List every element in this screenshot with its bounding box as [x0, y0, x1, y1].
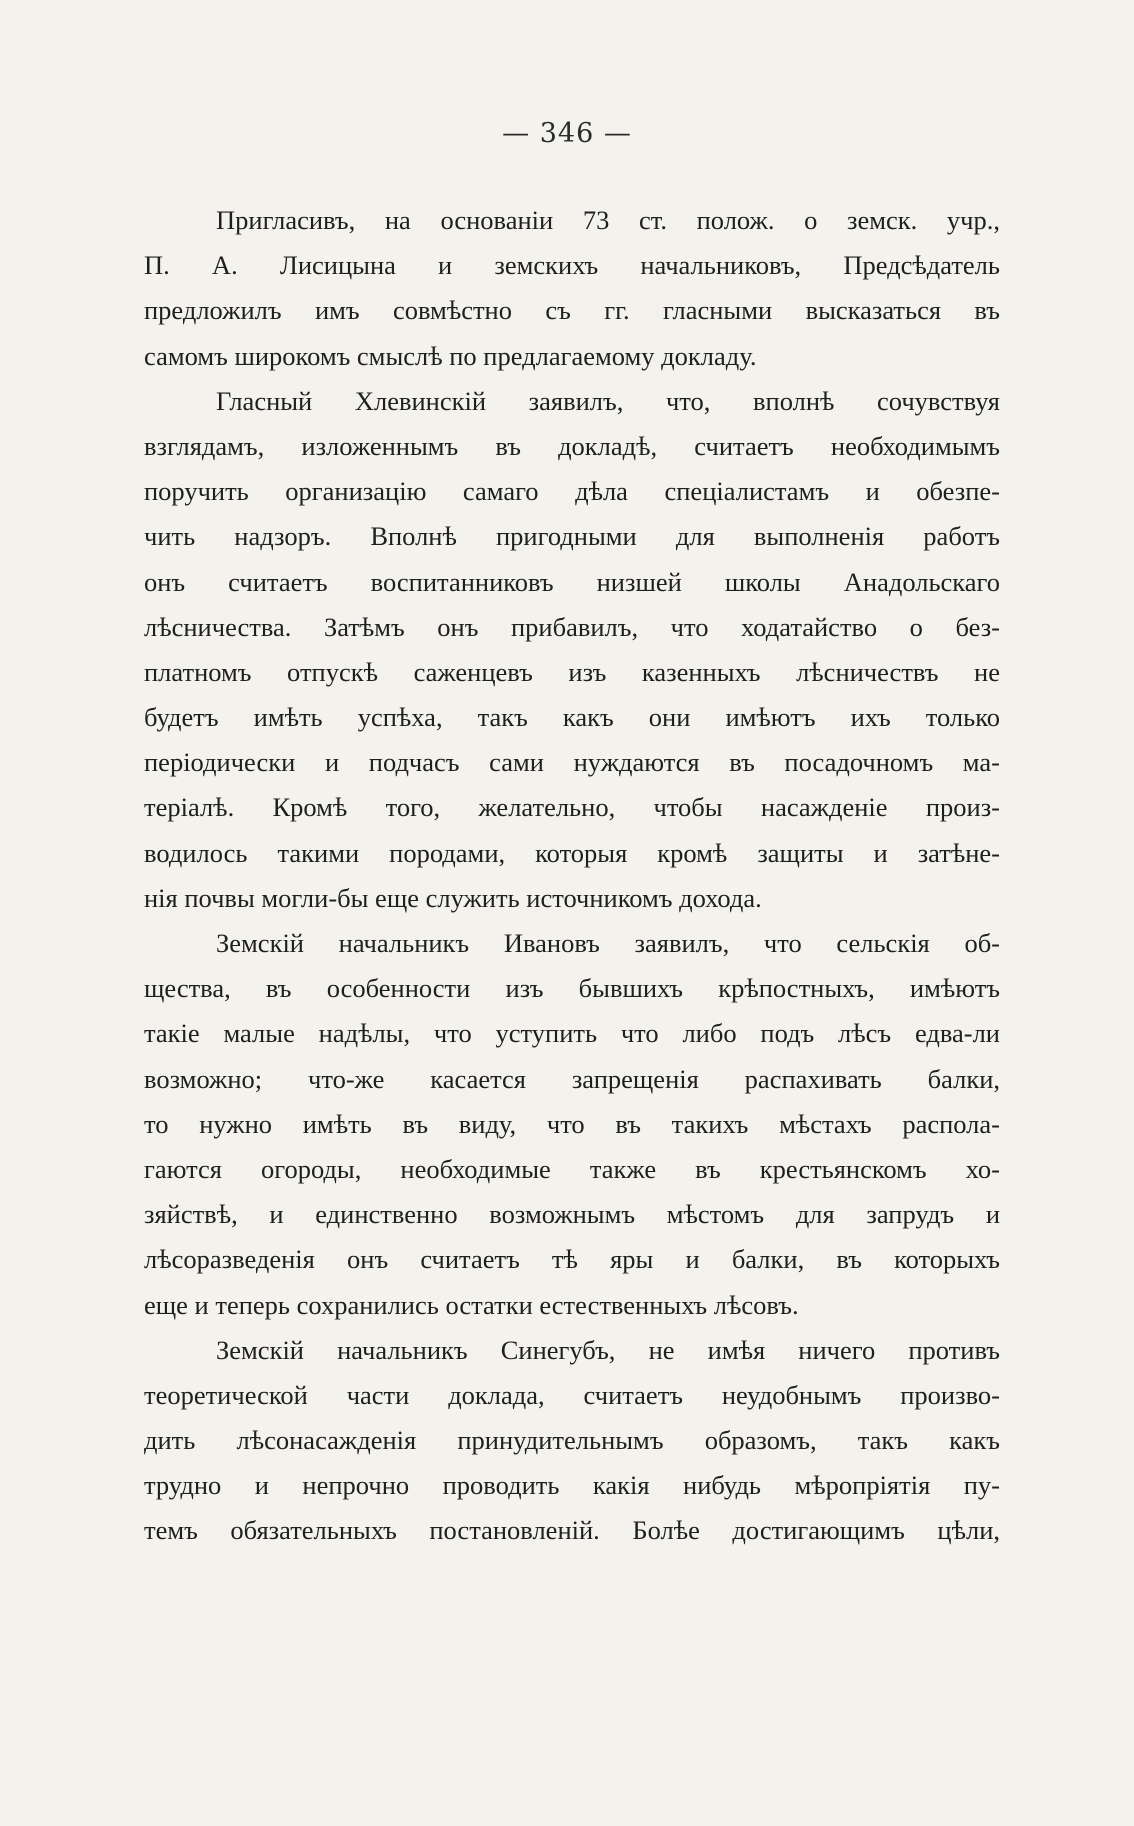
body-text	[144, 198, 1000, 1554]
text-line: Земскій начальникъ Синегубъ, не имѣя ничего противъ	[216, 1334, 1000, 1365]
text-line: водилось такими породами, которыя кромѣ защиты и затѣне-	[144, 837, 1000, 868]
text-line: еще и теперь сохранились остатки естественныхъ лѣсовъ.	[144, 1289, 799, 1320]
text-line: щества, въ особенности изъ бывшихъ крѣпостныхъ, имѣютъ	[144, 973, 1000, 1004]
text-line: самомъ широкомъ смыслѣ по предлагаемому докладу.	[144, 340, 757, 371]
text-line: платномъ отпускѣ саженцевъ изъ казенныхъ лѣсничествъ не	[144, 656, 1000, 687]
text-line: зяйствѣ, и единственно возможнымъ мѣстомъ для запрудъ и	[144, 1199, 1000, 1230]
text-line: нія почвы могли-бы еще служить источникомъ дохода.	[144, 882, 762, 913]
text-line: возможно; что-же касается запрещенія распахивать балки,	[144, 1063, 1000, 1094]
text-line: періодически и подчасъ сами нуждаются въ посадочномъ ма-	[144, 747, 1000, 778]
text-line: то нужно имѣть въ виду, что въ такихъ мѣстахъ распола-	[144, 1108, 1000, 1139]
text-line: поручить организацію самаго дѣла спеціалистамъ и обезпе-	[144, 476, 1000, 507]
page-number: — 346 —	[502, 118, 632, 149]
text-line: чить надзоръ. Вполнѣ пригодными для выполненія работъ	[144, 521, 1000, 552]
text-line: П. А. Лисицына и земскихъ начальниковъ, Предсѣдатель	[144, 250, 1000, 281]
text-line: Гласный Хлевинскій заявилъ, что, вполнѣ сочувствуя	[216, 385, 1000, 416]
text-line: трудно и непрочно проводить какія нибудь мѣропріятія пу-	[144, 1470, 1000, 1501]
text-line: такіе малые надѣлы, что уступить что либо подъ лѣсъ едва-ли	[144, 1018, 1000, 1049]
text-line: теріалѣ. Кромѣ того, желательно, чтобы насажденіе произ-	[144, 792, 1000, 823]
text-line: Земскій начальникъ Ивановъ заявилъ, что сельскія об-	[216, 928, 1000, 958]
text-line: теоретической части доклада, считаетъ неудобнымъ произво-	[144, 1379, 1000, 1410]
text-line: Пригласивъ, на основаніи 73 ст. полож. о земск. учр.,	[216, 205, 1000, 235]
text-line: лѣсоразведенія онъ считаетъ тѣ яры и балки, въ которыхъ	[144, 1244, 1000, 1275]
text-line: взглядамъ, изложеннымъ въ докладѣ, считаетъ необходимымъ	[144, 430, 1000, 461]
text-line: темъ обязательныхъ постановленій. Болѣе достигающимъ цѣли,	[144, 1515, 1000, 1546]
text-line: предложилъ имъ совмѣстно съ гг. гласными высказаться въ	[144, 295, 1000, 326]
text-line: дить лѣсонасажденія принудительнымъ образомъ, такъ какъ	[144, 1425, 1000, 1456]
text-line: онъ считаетъ воспитанниковъ низшей школы Анадольскаго	[144, 566, 1000, 597]
text-line: гаются огороды, необходимые также въ крестьянскомъ хо-	[144, 1153, 1000, 1184]
text-line: лѣсничества. Затѣмъ онъ прибавилъ, что ходатайство о без-	[144, 611, 1000, 642]
text-line: будетъ имѣть успѣха, такъ какъ они имѣютъ ихъ только	[144, 702, 1000, 733]
